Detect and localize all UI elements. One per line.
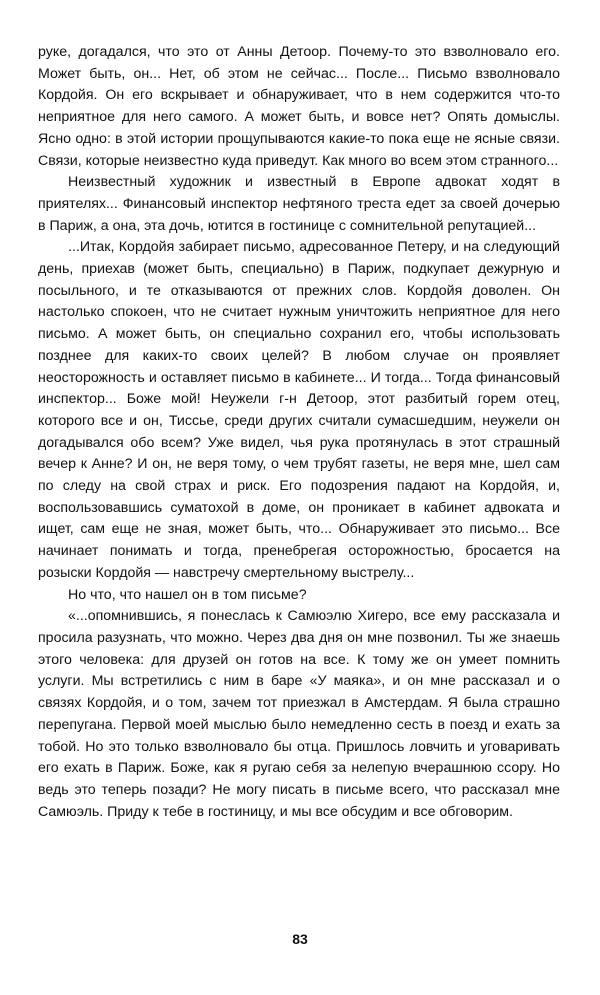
page-body <box>38 42 560 823</box>
paragraph-4: Но что, что нашел он в том письме? <box>68 586 307 603</box>
paragraph-2: Неизвестный художник и известный в Европе адвокат ходят в приятелях... Финансовый инспектор нефтяного треста едет за своей дочерью в Париж, а она, эта дочь, ютится в гостинице с сомнительной репутацией... <box>38 174 560 234</box>
paragraph-1: руке, догадался, что это от Анны Детоор. Почему-то это взволновало его. Может быть, он... Нет, об этом не сейчас... После... Письмо взволновало Кордойя. Он его вскрывает и обнаруживает, что в нем содержится что-то неприятное для него самого. А может быть, и вовсе нет? Опять домыслы. Ясно одно: в этой истории прощупываются какие-то пока еще не ясные связи. Связи, которые неизвестно куда приведут. Как много во всем этом странного... <box>38 44 560 169</box>
paragraph-3: ...Итак, Кордойя забирает письмо, адресованное Петеру, и на следующий день, приехав (может быть, специально) в Париж, подкупает дежурную и посыльного, и те отказываются от прежних слов. Кордойя доволен. Он настолько спокоен, что не считает нужным уничтожить неприятное для него письмо. А может быть, он специально сохранил его, чтобы использовать позднее для каких-то своих целей? В любом случае он проявляет неосторожность и оставляет письмо в кабинете... И тогда... Тогда финансовый инспектор... Боже мой! Неужели г-н Детоор, этот разбитый горем отец, которого все и он, Тиссье, среди других считали сумасшедшим, неужели он догадывался обо всем? Уже видел, чья рука протянулась в этот страшный вечер к Анне? И он, не веря тому, о чем трубят газеты, не веря мне, шел сам по следу на свой страх и риск. Его подозрения падают на Кордойя, и, воспользовавшись суматохой в доме, он проникает в кабинет адвоката и ищет, сам еще не зная, может быть, что... Обнаруживает это письмо... Все начинает понимать и тогда, пренебрегая осторожностью, бросается на розыски Кордойя — навстречу смертельному выстрелу... <box>38 239 560 581</box>
page-number: 83 <box>292 931 308 947</box>
paragraph-5: «...опомнившись, я понеслась к Самюэлю Хигеро, все ему рассказала и просила разузнать, что можно. Через два дня он мне позвонил. Ты же знаешь этого человека: для друзей он готов на все. К тому же он умеет помнить услуги. Мы встретились с ним в баре «У маяка», и он мне рассказал и о связях Кордойя, и о том, зачем тот приезжал в Амстердам. Я была страшно перепугана. Первой моей мыслью было немедленно сесть в поезд и ехать за тобой. Но это только взволновало бы отца. Пришлось ловчить и уговаривать его ехать в Париж. Боже, как я ругаю себя за нелепую вчерашнюю ссору. Но ведь это теперь позади? Не могу писать в письме всего, что рассказал мне Самюэль. Приду к тебе в гостиницу, и мы все обсудим и все обговорим. <box>38 608 560 820</box>
